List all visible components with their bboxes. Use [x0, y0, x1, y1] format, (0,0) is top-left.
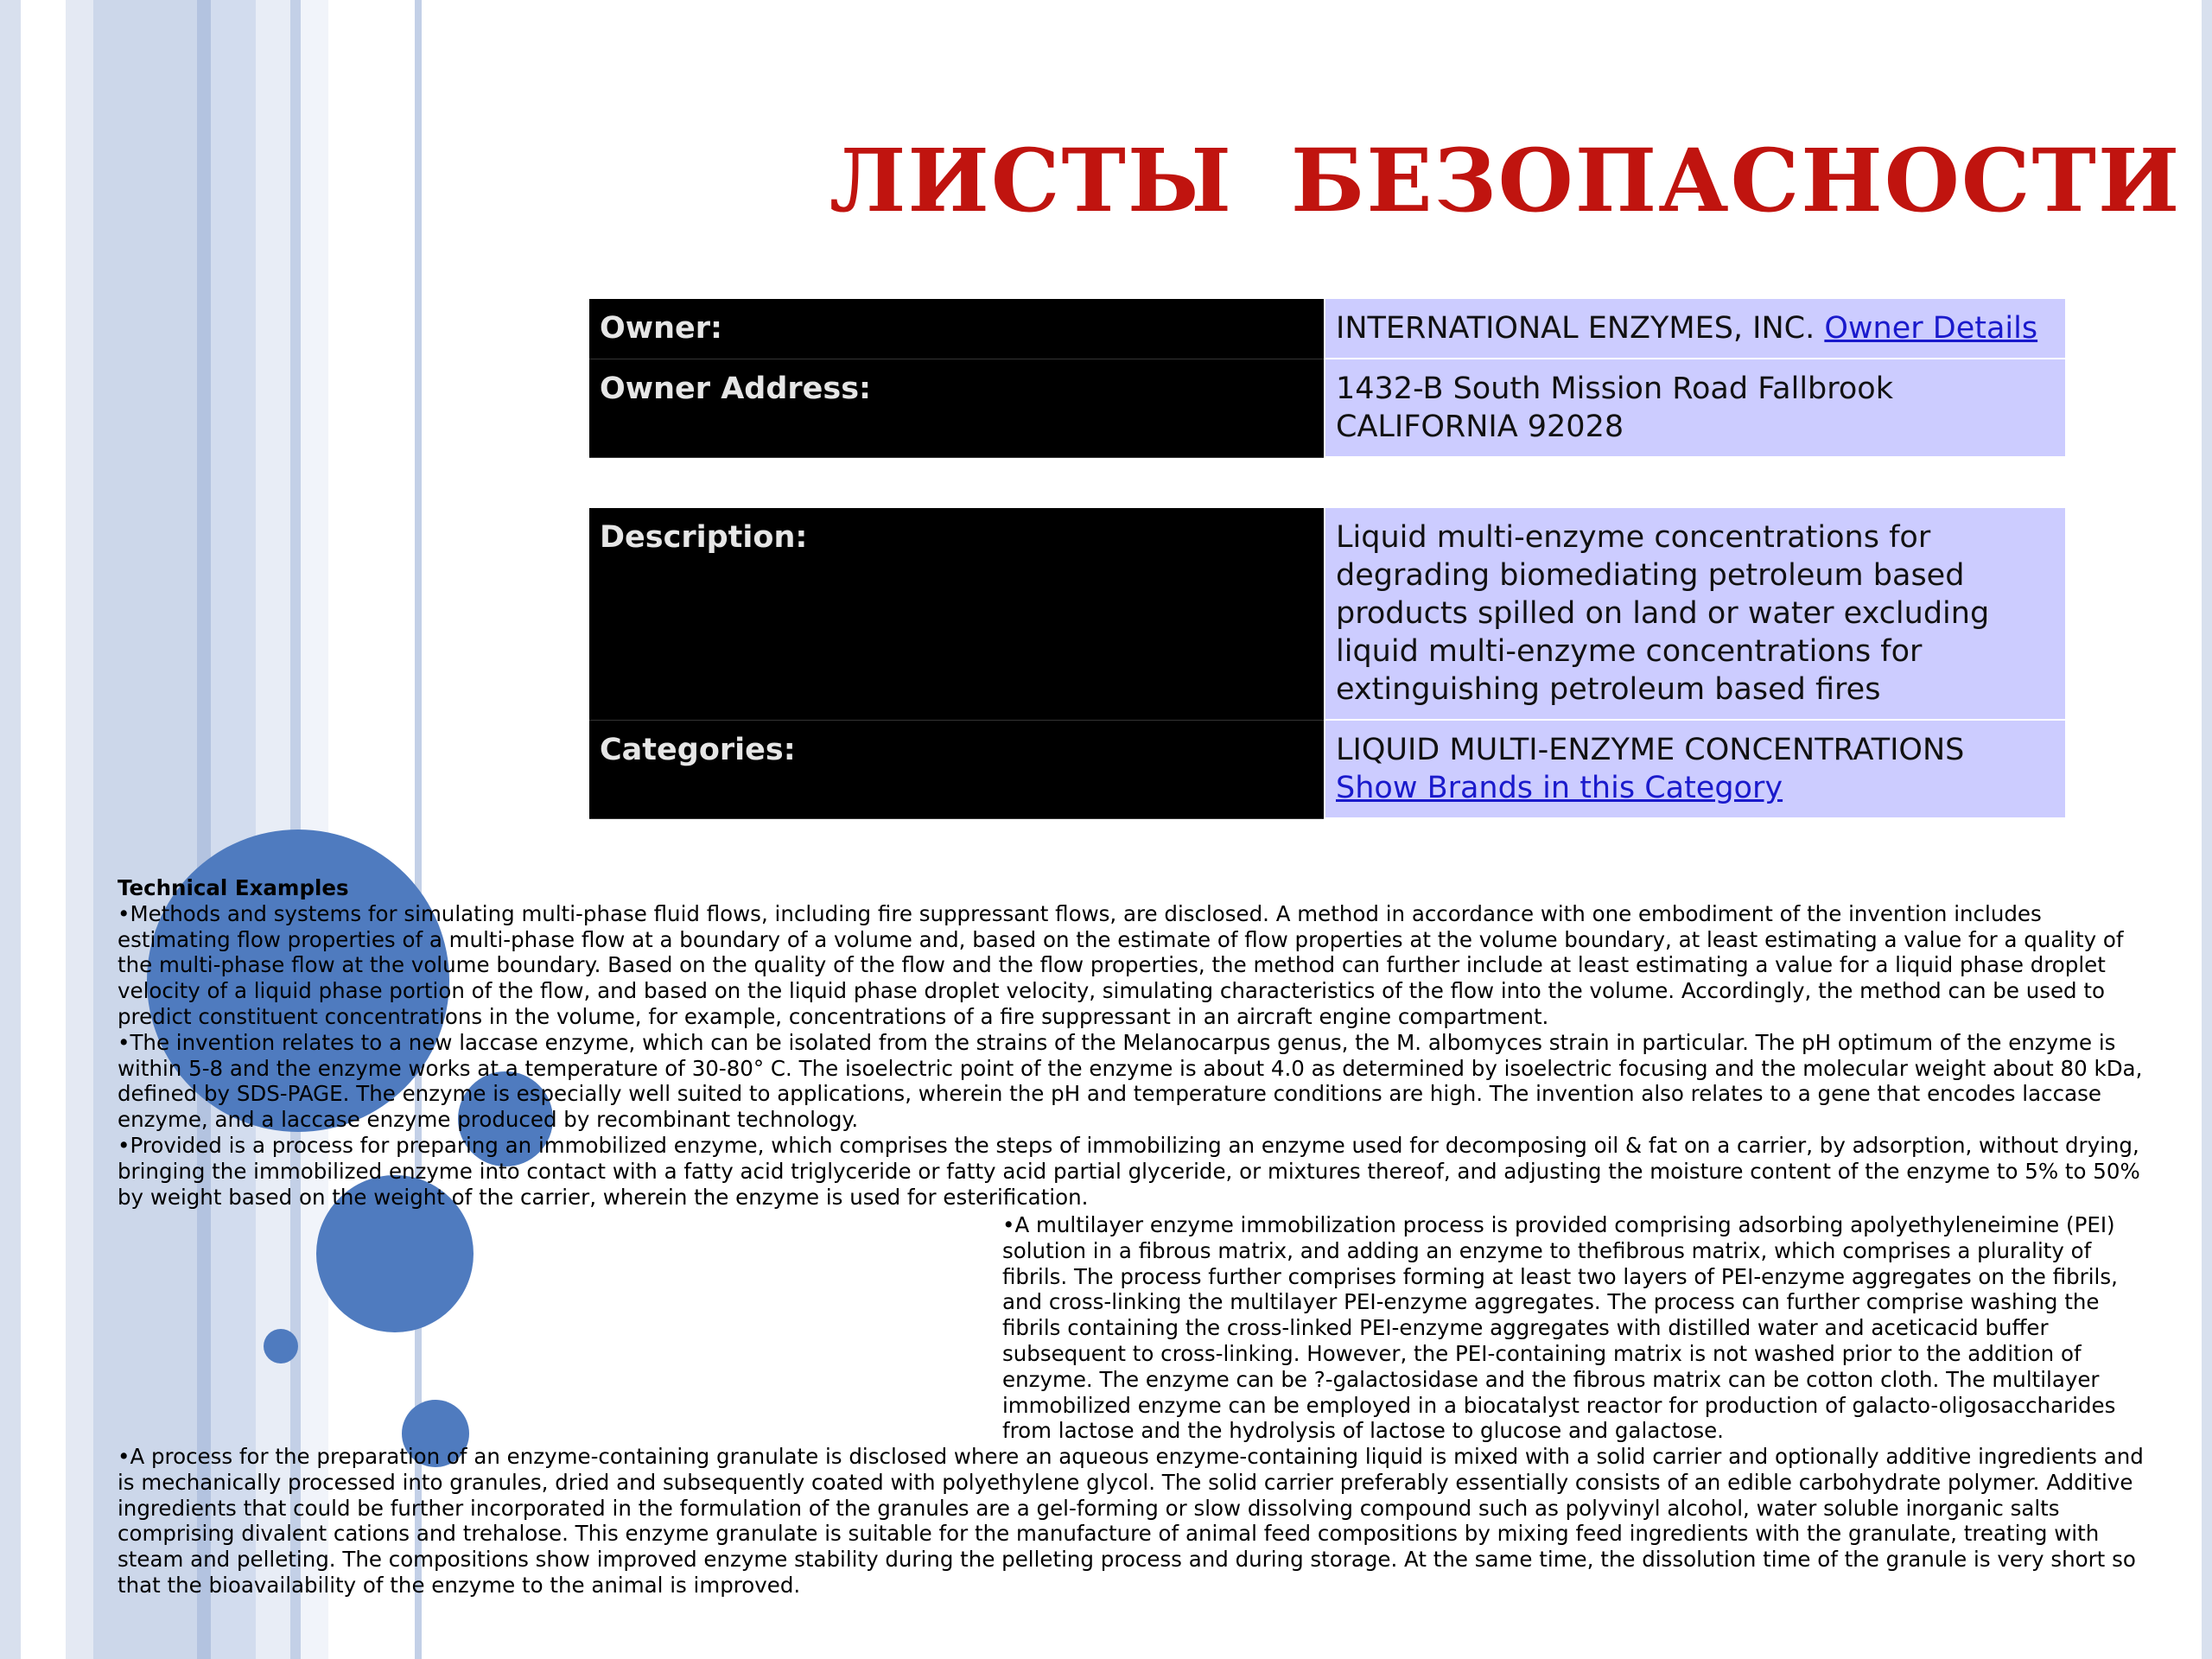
- show-brands-link[interactable]: Show Brands in this Category: [1336, 771, 1783, 805]
- description-row: [589, 508, 2065, 720]
- technical-heading: Technical Examples: [118, 875, 349, 900]
- circle: [264, 1329, 298, 1363]
- stripe: [66, 0, 93, 1659]
- owner-row: [589, 299, 2065, 359]
- categories-row: [589, 720, 2065, 818]
- product-table: [589, 508, 2065, 819]
- example-paragraph-indented: •A multilayer enzyme immobilization process is provided comprising adsorbing apolyethyleneimine (PEI) solution in a fibrous matrix, and adding an enzyme to thefibrous matrix, which comprises a plurality of fibrils. The process further comprises forming at least two layers of PEI-enzyme aggregates on the fibrils, and cross-linking the multilayer PEI-enzyme aggregates. The process can further comprise washing the fibrils containing the cross-linked PEI-enzyme aggregates with distilled water and aceticacid buffer subsequent to cross-linking. However, the PEI-containing matrix is not washed prior to the addition of enzyme. The enzyme can be ?-galactosidase and the fibrous matrix can be cotton cloth. The multilayer immobilized enzyme can be employed in a biocatalyst reactor for production of galacto-oligosaccharides from lactose and the hydrolysis of lactose to glucose and galactose.: [1002, 1212, 2118, 1444]
- owner-address-label: Owner Address:: [589, 359, 1325, 457]
- description-value: Liquid multi-enzyme concentrations for degrading biomediating petroleum based products spilled on land or water excluding liquid multi-enzyme concentrations for extinguishing petroleum based fires: [1325, 508, 2065, 720]
- owner-address-row: [589, 359, 2065, 457]
- description-label: Description:: [589, 508, 1325, 720]
- technical-examples-continued: [118, 1444, 2157, 1599]
- categories-value: LIQUID MULTI-ENZYME CONCENTRATIONS: [1336, 733, 1965, 767]
- owner-table: [589, 299, 2065, 458]
- stripe: [93, 0, 197, 1659]
- stripe: [0, 0, 21, 1659]
- technical-examples: [118, 875, 2157, 1210]
- stripe: [2202, 0, 2212, 1659]
- owner-label: Owner:: [589, 299, 1325, 359]
- categories-label: Categories:: [589, 720, 1325, 818]
- owner-address-value: 1432-B South Mission Road Fallbrook CALIFORNIA 92028: [1325, 359, 2065, 457]
- stripe: [211, 0, 256, 1659]
- categories-value-cell: [1325, 720, 2065, 818]
- owner-value-cell: [1325, 299, 2065, 359]
- example-paragraph: •A process for the preparation of an enzyme-containing granulate is disclosed where an aqueous enzyme-containing liquid is mixed with a solid carrier and optionally additive ingredients and is mechanically processed into granules, dried and subsequently coated with polyethylene glycol. The solid carrier preferably essentially consists of an edible carbohydrate polymer. Additive ingredients that could be further incorporated in the formulation of the granules are a gel-forming or slow dissolving compound such as polyvinyl alcohol, water soluble inorganic salts comprising divalent cations and trehalose. This enzyme granulate is suitable for the manufacture of animal feed compositions by mixing feed ingredients with the granulate, treating with steam and pelleting. The compositions show improved enzyme stability during the pelleting process and during storage. At the same time, the dissolution time of the granule is very short so that the bioavailability of the enzyme to the animal is improved.: [118, 1444, 2144, 1598]
- owner-details-link[interactable]: Owner Details: [1824, 311, 2038, 346]
- example-paragraph: •Methods and systems for simulating multi-phase fluid flows, including fire suppressant flows, are disclosed. A method in accordance with one embodiment of the invention includes estimating flow properties of a multi-phase flow at a boundary of a volume and, based on the estimate of flow properties at the volume boundary, at least estimating a value for a quality of the multi-phase flow at the volume boundary. Based on the quality of the flow and the flow properties, the method can further include at least estimating a value for a liquid phase droplet velocity of a liquid phase portion of the flow, and based on the liquid phase droplet velocity, simulating characteristics of the flow into the volume. Accordingly, the method can be used to predict constituent concentrations in the volume, for example, concentrations of a fire suppressant in an aircraft engine compartment.: [118, 900, 2124, 1029]
- example-paragraph: •Provided is a process for preparing an immobilized enzyme, which comprises the steps of immobilizing an enzyme used for decomposing oil & fat on a carrier, by adsorption, without drying, bringing the immobilized enzyme into contact with a fatty acid triglyceride or fatty acid partial glyceride, or mixtures thereof, and adjusting the moisture content of the enzyme to 5% to 50% by weight based on the weight of the carrier, wherein the enzyme is used for esterification.: [118, 1132, 2140, 1210]
- stripe: [197, 0, 211, 1659]
- owner-value: INTERNATIONAL ENZYMES, INC.: [1336, 311, 1815, 346]
- example-paragraph: •The invention relates to a new laccase enzyme, which can be isolated from the strains of the Melanocarpus genus, the M. albomyces strain in particular. The pH optimum of the enzyme is within 5-8 and the enzyme works at a temperature of 30-80° C. The isoelectric point of the enzyme is about 4.0 as determined by isoelectric focusing and the molecular weight about 80 kDa, defined by SDS-PAGE. The enzyme is especially well suited to applications, wherein the pH and temperature conditions are high. The invention also relates to a gene that encodes laccase enzyme, and a laccase enzyme produced by recombinant technology.: [118, 1029, 2143, 1133]
- page-title: ЛИСТЫ БЕЗОПАСНОСТИ: [830, 130, 2182, 232]
- stripe: [21, 0, 66, 1659]
